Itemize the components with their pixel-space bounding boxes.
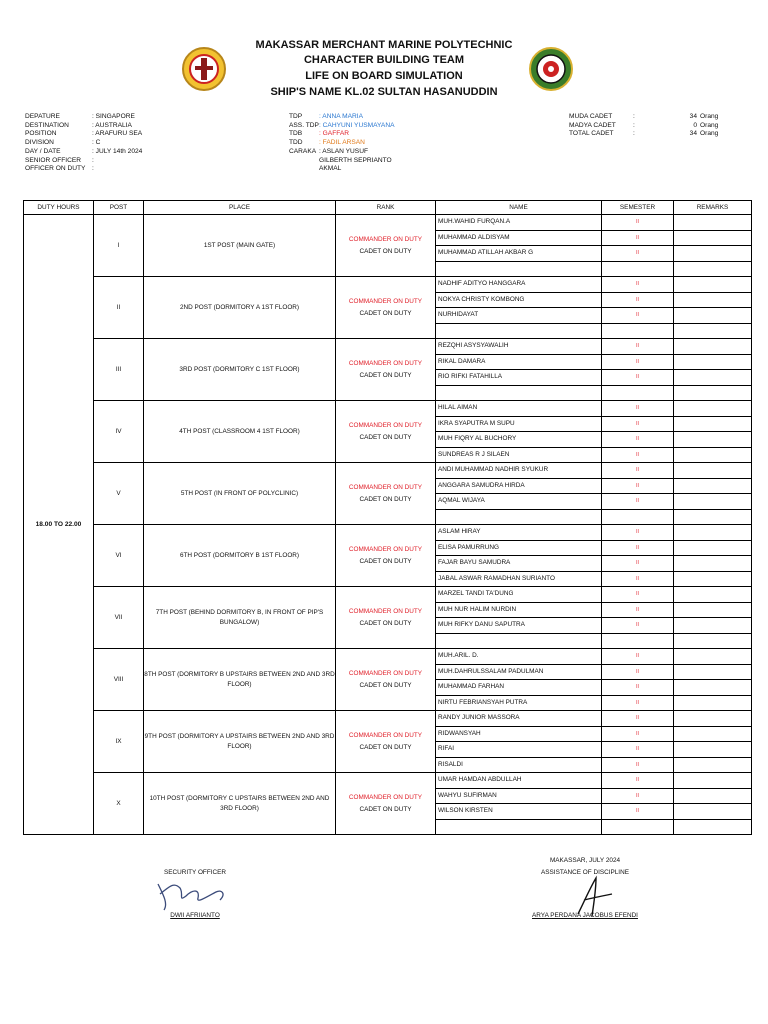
cadet-name: NOKYA CHRISTY KOMBONG bbox=[436, 293, 601, 309]
mid-info-label: TDB bbox=[289, 130, 303, 138]
left-info-row bbox=[25, 122, 142, 131]
remarks-slot bbox=[674, 789, 751, 805]
cadet-count-num: 34 bbox=[689, 113, 697, 120]
semester-cell bbox=[602, 649, 674, 711]
remarks-slot bbox=[674, 432, 751, 448]
mid-info-label bbox=[289, 157, 319, 166]
post-number: II bbox=[94, 277, 144, 339]
mid-info-value: : ANNA MARIA bbox=[319, 113, 363, 120]
table-row bbox=[24, 587, 752, 649]
table-row bbox=[24, 339, 752, 401]
rank-cell bbox=[336, 649, 436, 711]
mid-info-row bbox=[289, 157, 394, 166]
commander-on-duty-label: COMMANDER ON DUTY bbox=[348, 235, 423, 243]
post-number: IV bbox=[94, 401, 144, 463]
semester-marker: II bbox=[602, 401, 673, 417]
remarks-slot bbox=[674, 463, 751, 479]
commander-on-duty-label: COMMANDER ON DUTY bbox=[348, 483, 423, 491]
header-rank: RANK bbox=[336, 201, 436, 215]
left-info-value: : JULY 14th 2024 bbox=[92, 147, 143, 155]
remarks-slot bbox=[674, 215, 751, 231]
rank-cell bbox=[336, 711, 436, 773]
cadet-name: ANGGARA SAMUDRA HIRDA bbox=[436, 479, 601, 495]
commander-on-duty-label: COMMANDER ON DUTY bbox=[348, 421, 423, 429]
title-line-1: MAKASSAR MERCHANT MARINE POLYTECHNIC bbox=[255, 39, 513, 51]
cadet-name: WAHYU SUFIRMAN bbox=[436, 789, 601, 805]
cadet-name: IKRA SYAPUTRA M SUPU bbox=[436, 417, 601, 433]
remarks-slot bbox=[674, 603, 751, 619]
cadet-name: JABAL ASWAR RAMADHAN SURIANTO bbox=[438, 574, 555, 582]
remarks-slot bbox=[674, 525, 751, 541]
cadet-name: NADHIF ADITYO HANGGARA bbox=[436, 277, 601, 293]
names-cell bbox=[436, 277, 602, 339]
cadet-count-colon: : bbox=[633, 130, 635, 138]
rank-cell bbox=[336, 773, 436, 835]
cadet-count-unit: Orang bbox=[700, 113, 719, 120]
semester-marker: II bbox=[602, 556, 673, 572]
post-place: 3RD POST (DORMITORY C 1ST FLOOR) bbox=[144, 339, 336, 401]
mid-info-row bbox=[289, 148, 394, 157]
left-info-label: POSITION bbox=[25, 130, 57, 138]
remarks-cell bbox=[674, 401, 752, 463]
post-place: 6TH POST (DORMITORY B 1ST FLOOR) bbox=[144, 525, 336, 587]
cadet-count-num: 34 bbox=[689, 130, 697, 138]
post-place: 8TH POST (DORMITORY B UPSTAIRS BETWEEN 2ND AND 3RD FLOOR) bbox=[144, 649, 336, 711]
cadet-name: AQMAL WIJAYA bbox=[436, 494, 601, 510]
semester-cell bbox=[602, 277, 674, 339]
semester-marker: II bbox=[602, 231, 673, 247]
semester-marker: II bbox=[602, 587, 673, 603]
cadet-count-unit: Orang bbox=[700, 121, 719, 129]
remarks-slot bbox=[674, 355, 751, 371]
duty-staff-info bbox=[289, 113, 394, 174]
remarks-cell bbox=[674, 773, 752, 835]
table-row bbox=[24, 525, 752, 587]
cadet-count-colon: : bbox=[633, 113, 635, 120]
mid-info-label bbox=[289, 165, 319, 174]
remarks-slot bbox=[674, 308, 751, 324]
remarks-slot bbox=[674, 634, 751, 649]
commander-on-duty-label: COMMANDER ON DUTY bbox=[348, 297, 423, 305]
remarks-slot bbox=[674, 773, 751, 789]
semester-marker: II bbox=[602, 742, 673, 758]
semester-marker: II bbox=[636, 761, 639, 768]
semester-cell bbox=[602, 215, 674, 277]
rank-cell bbox=[336, 339, 436, 401]
semester-marker bbox=[602, 820, 673, 835]
remarks-slot bbox=[674, 696, 751, 711]
left-info-label: DAY / DATE bbox=[25, 147, 61, 155]
title-line-2: CHARACTER BUILDING TEAM bbox=[303, 54, 465, 66]
remarks-slot bbox=[674, 479, 751, 495]
cadet-on-duty-label: CADET ON DUTY bbox=[359, 805, 412, 813]
cadet-name: MUHAMMAD FARHAN bbox=[436, 680, 601, 696]
post-place: 4TH POST (CLASSROOM 4 1ST FLOOR) bbox=[144, 401, 336, 463]
table-row bbox=[24, 773, 752, 835]
remarks-cell bbox=[674, 525, 752, 587]
semester-marker: II bbox=[602, 727, 673, 743]
commander-on-duty-label: COMMANDER ON DUTY bbox=[348, 669, 423, 677]
semester-cell bbox=[602, 587, 674, 649]
mid-info-row bbox=[289, 113, 394, 122]
mid-info-row bbox=[289, 165, 394, 174]
mid-info-row bbox=[289, 139, 394, 148]
semester-marker: II bbox=[602, 665, 673, 681]
mid-info-label: CARAKA bbox=[289, 147, 317, 155]
left-info-label: DIVISION bbox=[25, 139, 54, 147]
post-number: VII bbox=[94, 587, 144, 649]
remarks-slot bbox=[674, 277, 751, 293]
cadet-on-duty-label: CADET ON DUTY bbox=[359, 495, 412, 503]
cadet-count-colon: : bbox=[633, 121, 635, 129]
semester-marker: II bbox=[602, 432, 673, 448]
semester-cell bbox=[602, 401, 674, 463]
commander-on-duty-label: COMMANDER ON DUTY bbox=[348, 545, 423, 553]
left-info-label: SENIOR OFFICER bbox=[25, 156, 82, 164]
semester-marker: II bbox=[602, 711, 673, 727]
left-info-row bbox=[25, 148, 142, 157]
post-place: 10TH POST (DORMITORY C UPSTAIRS BETWEEN 2ND AND 3RD FLOOR) bbox=[144, 773, 336, 835]
cadet-name: MUH.DAHRULSSALAM PADULMAN bbox=[436, 665, 601, 681]
left-info-label: DEPATURE bbox=[25, 113, 60, 120]
semester-marker: II bbox=[602, 215, 673, 231]
left-info-value: : bbox=[92, 156, 94, 164]
rank-cell bbox=[336, 525, 436, 587]
remarks-slot bbox=[674, 587, 751, 603]
cadet-count-unit: Orang bbox=[700, 130, 719, 138]
cadet-name bbox=[436, 820, 601, 835]
remarks-slot bbox=[674, 820, 751, 835]
semester-marker: II bbox=[602, 246, 673, 262]
semester-marker: II bbox=[602, 494, 673, 510]
names-cell bbox=[436, 649, 602, 711]
post-place: 9TH POST (DORMITORY A UPSTAIRS BETWEEN 2ND AND 3RD FLOOR) bbox=[144, 711, 336, 773]
cadet-count-label: MADYA CADET bbox=[569, 121, 616, 129]
semester-marker: II bbox=[602, 649, 673, 665]
header-semester: SEMESTER bbox=[602, 201, 674, 215]
cadet-on-duty-label: CADET ON DUTY bbox=[359, 433, 412, 441]
remarks-slot bbox=[674, 324, 751, 339]
remarks-slot bbox=[674, 572, 751, 587]
post-place: 5TH POST (IN FRONT OF POLYCLINIC) bbox=[144, 463, 336, 525]
remarks-slot bbox=[674, 665, 751, 681]
mid-info-label: TDD bbox=[289, 139, 303, 147]
semester-marker: II bbox=[602, 293, 673, 309]
left-signature-mark bbox=[150, 874, 240, 914]
remarks-cell bbox=[674, 463, 752, 525]
title-line-4: SHIP'S NAME KL.02 SULTAN HASANUDDIN bbox=[270, 86, 498, 98]
semester-marker: II bbox=[602, 603, 673, 619]
cadet-name: SUNDREAS R J SILAEN bbox=[438, 450, 510, 458]
remarks-cell bbox=[674, 215, 752, 277]
cadet-name bbox=[436, 324, 601, 339]
commander-on-duty-label: COMMANDER ON DUTY bbox=[348, 793, 423, 801]
left-info-value: : C bbox=[92, 139, 101, 147]
table-header-row bbox=[24, 201, 752, 215]
mid-info-value: : FADIL ARSAN bbox=[319, 139, 365, 147]
mid-info-row bbox=[289, 122, 394, 131]
table-row bbox=[24, 277, 752, 339]
duty-hours-cell: 18.00 TO 22.00 bbox=[24, 215, 94, 835]
semester-marker: II bbox=[602, 463, 673, 479]
cadet-name: RIO RIFKI FATAHILLA bbox=[436, 370, 601, 386]
table-row bbox=[24, 401, 752, 463]
cadet-count-row bbox=[569, 122, 730, 131]
cadet-name: REZQHI ASYSYAWALIH bbox=[436, 339, 601, 355]
cadet-count-row bbox=[569, 113, 730, 122]
place-date: MAKASSAR, JULY 2024 bbox=[549, 857, 621, 864]
post-number: V bbox=[94, 463, 144, 525]
left-info-row bbox=[25, 165, 142, 174]
semester-cell bbox=[602, 525, 674, 587]
table-row bbox=[24, 215, 752, 277]
semester-marker bbox=[602, 324, 673, 339]
remarks-cell bbox=[674, 277, 752, 339]
cadet-name bbox=[436, 634, 601, 649]
rank-cell bbox=[336, 277, 436, 339]
semester-cell bbox=[602, 339, 674, 401]
mid-info-value: AKMAL bbox=[319, 165, 342, 173]
mid-info-value: : CAHYUNI YUSMAYANA bbox=[319, 121, 395, 129]
semester-marker: II bbox=[636, 575, 639, 582]
remarks-slot bbox=[674, 293, 751, 309]
remarks-slot bbox=[674, 727, 751, 743]
commander-on-duty-label: COMMANDER ON DUTY bbox=[348, 607, 423, 615]
left-info-value: : SINGAPORE bbox=[92, 113, 135, 120]
remarks-slot bbox=[674, 649, 751, 665]
rank-cell bbox=[336, 401, 436, 463]
post-place: 7TH POST (BEHIND DORMITORY B, IN FRONT OF PIP'S BUNGALOW) bbox=[144, 587, 336, 649]
remarks-cell bbox=[674, 649, 752, 711]
header-remarks: REMARKS bbox=[674, 201, 752, 215]
cadet-name: WILSON KIRSTEN bbox=[436, 804, 601, 820]
post-number: IX bbox=[94, 711, 144, 773]
left-info-label: DESTINATION bbox=[25, 121, 69, 129]
left-info-row bbox=[25, 139, 142, 148]
assistance-discipline-name: ARYA PERDANA JACOBUS EFENDI bbox=[532, 912, 638, 919]
cadet-name: NIRTU FEBRIANSYAH PUTRA bbox=[438, 698, 528, 706]
semester-marker: II bbox=[602, 339, 673, 355]
remarks-slot bbox=[674, 804, 751, 820]
cadet-on-duty-label: CADET ON DUTY bbox=[359, 371, 412, 379]
cadet-name: MUHAMMAD ALDISYAM bbox=[436, 231, 601, 247]
cadet-name: MUH.WAHID FURQAN.A bbox=[436, 215, 601, 231]
names-cell bbox=[436, 401, 602, 463]
left-info-value: : AUSTRALIA bbox=[92, 121, 132, 129]
cadet-name: MARZEL TANDI TA'DUNG bbox=[436, 587, 601, 603]
left-info-row bbox=[25, 113, 142, 122]
semester-marker: II bbox=[602, 541, 673, 557]
remarks-slot bbox=[674, 448, 751, 463]
post-number: III bbox=[94, 339, 144, 401]
cadet-name: MUHAMMAD ATILLAH AKBAR G bbox=[436, 246, 601, 262]
cadet-on-duty-label: CADET ON DUTY bbox=[359, 619, 412, 627]
cadet-name: RIFAI bbox=[436, 742, 601, 758]
left-info-value: : bbox=[92, 165, 94, 173]
semester-marker bbox=[602, 510, 673, 525]
semester-marker: II bbox=[602, 417, 673, 433]
left-info-value: : ARAFURU SEA bbox=[92, 130, 143, 138]
table-row bbox=[24, 711, 752, 773]
remarks-slot bbox=[674, 541, 751, 557]
semester-marker: II bbox=[636, 699, 639, 706]
remarks-cell bbox=[674, 339, 752, 401]
security-officer-title: SECURITY OFFICER bbox=[163, 869, 227, 876]
cadet-name: ASLAM HIRAY bbox=[436, 525, 601, 541]
remarks-slot bbox=[674, 556, 751, 572]
remarks-slot bbox=[674, 246, 751, 262]
header-place: PLACE bbox=[144, 201, 336, 215]
post-place: 2ND POST (DORMITORY A 1ST FLOOR) bbox=[144, 277, 336, 339]
cadet-on-duty-label: CADET ON DUTY bbox=[359, 247, 412, 255]
cadet-name: NURHIDAYAT bbox=[436, 308, 601, 324]
commander-on-duty-label: COMMANDER ON DUTY bbox=[348, 731, 423, 739]
mid-info-value: GILBERTH SEPRIANTO bbox=[319, 156, 392, 164]
remarks-slot bbox=[674, 711, 751, 727]
cadet-name: MUH NUR HALIM NURDIN bbox=[436, 603, 601, 619]
remarks-slot bbox=[674, 680, 751, 696]
cadet-name: RANDY JUNIOR MASSORA bbox=[436, 711, 601, 727]
left-info-row bbox=[25, 157, 142, 166]
names-cell bbox=[436, 525, 602, 587]
cadet-name: RIKAL DAMARA bbox=[436, 355, 601, 371]
post-place: 1ST POST (MAIN GATE) bbox=[144, 215, 336, 277]
semester-marker: II bbox=[602, 277, 673, 293]
remarks-slot bbox=[674, 417, 751, 433]
names-cell bbox=[436, 587, 602, 649]
post-number: VIII bbox=[94, 649, 144, 711]
post-number: X bbox=[94, 773, 144, 835]
remarks-slot bbox=[674, 401, 751, 417]
semester-marker: II bbox=[602, 479, 673, 495]
cadet-name: MUH FIQRY AL BUCHORY bbox=[436, 432, 601, 448]
semester-marker: II bbox=[636, 451, 639, 458]
cadet-name: MUH.ARIL. D. bbox=[436, 649, 601, 665]
rank-cell bbox=[336, 463, 436, 525]
security-officer-name: DWII AFRIIANTO bbox=[170, 912, 220, 919]
cadet-name: HILAL AIMAN bbox=[436, 401, 601, 417]
cadet-on-duty-label: CADET ON DUTY bbox=[359, 681, 412, 689]
cadet-count-num: 0 bbox=[693, 121, 697, 129]
semester-cell bbox=[602, 773, 674, 835]
table-row bbox=[24, 649, 752, 711]
mid-info-value: : GAFFAR bbox=[319, 130, 350, 138]
left-emblem-logo bbox=[181, 46, 227, 92]
semester-marker: II bbox=[602, 355, 673, 371]
remarks-slot bbox=[674, 494, 751, 510]
remarks-slot bbox=[674, 231, 751, 247]
semester-marker: II bbox=[602, 804, 673, 820]
header-duty-hours: DUTY HOURS bbox=[24, 201, 94, 215]
cadet-name: UMAR HAMDAN ABDULLAH bbox=[436, 773, 601, 789]
remarks-cell bbox=[674, 711, 752, 773]
remarks-slot bbox=[674, 510, 751, 525]
voyage-info bbox=[25, 113, 142, 174]
rank-cell bbox=[336, 587, 436, 649]
cadet-count-label: TOTAL CADET bbox=[569, 130, 614, 138]
semester-marker bbox=[602, 262, 673, 277]
cadet-name: FAJAR BAYU SAMUDRA bbox=[436, 556, 601, 572]
right-emblem-logo bbox=[528, 46, 574, 92]
post-number: VI bbox=[94, 525, 144, 587]
cadet-name: MUH RIFKY DANU SAPUTRA bbox=[436, 618, 601, 634]
remarks-slot bbox=[674, 618, 751, 634]
header-name: NAME bbox=[436, 201, 602, 215]
remarks-slot bbox=[674, 386, 751, 401]
cadet-name bbox=[436, 510, 601, 525]
mid-info-label: ASS. TDP bbox=[289, 121, 319, 129]
semester-marker: II bbox=[602, 525, 673, 541]
left-info-label: OFFICER ON DUTY bbox=[25, 165, 86, 173]
post-number: I bbox=[94, 215, 144, 277]
remarks-slot bbox=[674, 370, 751, 386]
semester-marker: II bbox=[602, 618, 673, 634]
remarks-slot bbox=[674, 742, 751, 758]
cadet-name: RIDWANSYAH bbox=[436, 727, 601, 743]
cadet-count-info bbox=[569, 113, 730, 139]
cadet-on-duty-label: CADET ON DUTY bbox=[359, 743, 412, 751]
rank-cell bbox=[336, 215, 436, 277]
mid-info-row bbox=[289, 130, 394, 139]
cadet-name bbox=[436, 386, 601, 401]
remarks-slot bbox=[674, 758, 751, 773]
mid-info-label: TDP bbox=[289, 113, 303, 120]
cadet-on-duty-label: CADET ON DUTY bbox=[359, 309, 412, 317]
cadet-count-label: MUDA CADET bbox=[569, 113, 613, 120]
remarks-cell bbox=[674, 587, 752, 649]
names-cell bbox=[436, 339, 602, 401]
semester-marker bbox=[602, 634, 673, 649]
semester-cell bbox=[602, 711, 674, 773]
semester-marker: II bbox=[602, 773, 673, 789]
assistance-discipline-title: ASSISTANCE OF DISCIPLINE bbox=[541, 869, 629, 876]
remarks-slot bbox=[674, 262, 751, 277]
header-post: POST bbox=[94, 201, 144, 215]
names-cell bbox=[436, 215, 602, 277]
semester-marker: II bbox=[602, 308, 673, 324]
semester-cell bbox=[602, 463, 674, 525]
cadet-name: ELISA PAMURRUNG bbox=[436, 541, 601, 557]
semester-marker bbox=[602, 386, 673, 401]
semester-marker: II bbox=[602, 680, 673, 696]
table-row bbox=[24, 463, 752, 525]
remarks-slot bbox=[674, 339, 751, 355]
cadet-on-duty-label: CADET ON DUTY bbox=[359, 557, 412, 565]
cadet-name bbox=[436, 262, 601, 277]
semester-marker: II bbox=[602, 789, 673, 805]
cadet-name: ANDI MUHAMMAD NADHIR SYUKUR bbox=[436, 463, 601, 479]
left-info-row bbox=[25, 130, 142, 139]
cadet-count-row bbox=[569, 130, 730, 139]
semester-marker: II bbox=[602, 370, 673, 386]
cadet-name: RISALDI bbox=[438, 760, 463, 768]
names-cell bbox=[436, 773, 602, 835]
commander-on-duty-label: COMMANDER ON DUTY bbox=[348, 359, 423, 367]
duty-roster-table bbox=[23, 200, 752, 835]
names-cell bbox=[436, 463, 602, 525]
names-cell bbox=[436, 711, 602, 773]
title-line-3: LIFE ON BOARD SIMULATION bbox=[305, 70, 463, 82]
mid-info-value: : ASLAN YUSUF bbox=[319, 147, 368, 155]
